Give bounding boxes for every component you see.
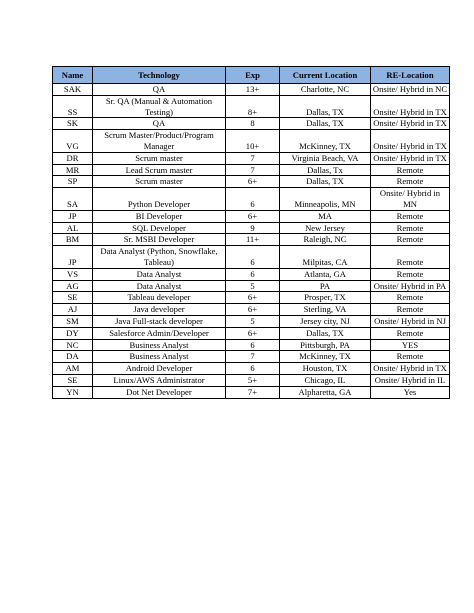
cell-current-location: Raleigh, NC (280, 234, 371, 246)
cell-exp: 6 (226, 339, 280, 351)
cell-name: VG (53, 130, 93, 153)
table-row (53, 351, 450, 363)
cell-relocation: Remote (371, 234, 450, 246)
cell-relocation: Remote (371, 210, 450, 222)
cell-relocation: Remote (371, 327, 450, 339)
table-row (53, 130, 450, 153)
cell-current-location: Charlotte, NC (280, 84, 371, 96)
cell-relocation: Remote (371, 164, 450, 176)
cell-current-location: MA (280, 210, 371, 222)
table-row (53, 95, 450, 118)
cell-exp: 8 (226, 118, 280, 130)
table-row (53, 188, 450, 211)
cell-exp: 6 (226, 246, 280, 269)
cell-current-location: Milpitas, CA (280, 246, 371, 269)
cell-current-location: Sterling, VA (280, 304, 371, 316)
cell-name: DA (53, 351, 93, 363)
cell-technology: BI Developer (93, 210, 226, 222)
cell-technology: SQL Developer (93, 222, 226, 234)
cell-relocation: Remote (371, 246, 450, 269)
cell-name: AG (53, 280, 93, 292)
cell-exp: 11+ (226, 234, 280, 246)
table-row (53, 268, 450, 280)
cell-technology: Java Full-stack developer (93, 315, 226, 327)
cell-exp: 5 (226, 280, 280, 292)
cell-technology: Scrum master (93, 152, 226, 164)
cell-current-location: Dallas, TX (280, 95, 371, 118)
cell-name: JP (53, 210, 93, 222)
table-row (53, 118, 450, 130)
cell-technology: Dot Net Developer (93, 386, 226, 398)
column-header-current-location: Current Location (280, 67, 371, 84)
cell-current-location: PA (280, 280, 371, 292)
column-header-technology: Technology (93, 67, 226, 84)
cell-exp: 6 (226, 268, 280, 280)
candidate-table (52, 66, 450, 399)
cell-relocation: Onsite/ Hybrid in TX (371, 95, 450, 118)
cell-name: AM (53, 363, 93, 375)
cell-relocation: Onsite/ Hybrid in NC (371, 84, 450, 96)
cell-exp: 6+ (226, 210, 280, 222)
cell-relocation: Onsite/ Hybrid in NJ (371, 315, 450, 327)
cell-technology: QA (93, 118, 226, 130)
column-header-relocation: RE-Location (371, 67, 450, 84)
cell-technology: Business Analyst (93, 339, 226, 351)
cell-name: SE (53, 292, 93, 304)
table-row (53, 327, 450, 339)
cell-current-location: Minneapolis, MN (280, 188, 371, 211)
cell-current-location: Dallas, TX (280, 118, 371, 130)
cell-name: SK (53, 118, 93, 130)
cell-name: BM (53, 234, 93, 246)
cell-technology: Data Analyst (Python, Snowflake, Tableau) (93, 246, 226, 269)
cell-name: DY (53, 327, 93, 339)
table-row (53, 246, 450, 269)
cell-name: MR (53, 164, 93, 176)
cell-name: AJ (53, 304, 93, 316)
cell-technology: QA (93, 84, 226, 96)
cell-relocation: Remote (371, 304, 450, 316)
cell-current-location: Jersey city, NJ (280, 315, 371, 327)
table-row (53, 84, 450, 96)
cell-relocation: Remote (371, 292, 450, 304)
cell-name: NC (53, 339, 93, 351)
cell-relocation: Remote (371, 176, 450, 188)
table-row (53, 386, 450, 398)
cell-name: YN (53, 386, 93, 398)
cell-exp: 6+ (226, 327, 280, 339)
cell-technology: Business Analyst (93, 351, 226, 363)
table-row (53, 210, 450, 222)
table-row (53, 164, 450, 176)
cell-exp: 7+ (226, 386, 280, 398)
cell-name: DR (53, 152, 93, 164)
cell-name: SM (53, 315, 93, 327)
cell-relocation: Onsite/ Hybrid in TX (371, 130, 450, 153)
cell-relocation: Onsite/ Hybrid in TX (371, 363, 450, 375)
cell-relocation: Onsite/ Hybrid in TX (371, 118, 450, 130)
cell-relocation: Yes (371, 386, 450, 398)
cell-technology: Python Developer (93, 188, 226, 211)
cell-technology: Scrum master (93, 176, 226, 188)
cell-technology: Salesforce Admin/Developer (93, 327, 226, 339)
cell-name: SP (53, 176, 93, 188)
cell-name: JP (53, 246, 93, 269)
table-row (53, 363, 450, 375)
header-row (53, 67, 450, 84)
cell-relocation: YES (371, 339, 450, 351)
table-row (53, 292, 450, 304)
cell-technology: Tableau developer (93, 292, 226, 304)
cell-technology: Data Analyst (93, 280, 226, 292)
cell-relocation: Onsite/ Hybrid in TX (371, 152, 450, 164)
cell-name: SA (53, 188, 93, 211)
cell-exp: 10+ (226, 130, 280, 153)
cell-technology: Android Developer (93, 363, 226, 375)
cell-technology: Linux/AWS Administrator (93, 374, 226, 386)
table-row (53, 152, 450, 164)
table-row (53, 176, 450, 188)
cell-current-location: McKinney, TX (280, 351, 371, 363)
cell-technology: Scrum Master/Product/Program Manager (93, 130, 226, 153)
cell-name: SS (53, 95, 93, 118)
cell-exp: 6+ (226, 176, 280, 188)
cell-exp: 6+ (226, 292, 280, 304)
table-row (53, 234, 450, 246)
cell-current-location: Pittsburgh, PA (280, 339, 371, 351)
cell-name: VS (53, 268, 93, 280)
cell-exp: 5 (226, 315, 280, 327)
table-row (53, 280, 450, 292)
cell-name: AL (53, 222, 93, 234)
column-header-exp: Exp (226, 67, 280, 84)
cell-current-location: Virginia Beach, VA (280, 152, 371, 164)
cell-current-location: Alpharetta, GA (280, 386, 371, 398)
cell-current-location: Dallas, TX (280, 176, 371, 188)
cell-exp: 7 (226, 164, 280, 176)
cell-current-location: Prosper, TX (280, 292, 371, 304)
cell-current-location: McKinney, TX (280, 130, 371, 153)
table-row (53, 315, 450, 327)
cell-current-location: New Jersey (280, 222, 371, 234)
cell-technology: Lead Scrum master (93, 164, 226, 176)
table-body (53, 84, 450, 399)
cell-technology: Sr. QA (Manual & Automation Testing) (93, 95, 226, 118)
cell-exp: 6 (226, 188, 280, 211)
table-row (53, 222, 450, 234)
cell-technology: Sr. MSBI Developer (93, 234, 226, 246)
cell-relocation: Remote (371, 222, 450, 234)
cell-technology: Java developer (93, 304, 226, 316)
cell-current-location: Chicago, IL (280, 374, 371, 386)
cell-relocation: Remote (371, 268, 450, 280)
cell-technology: Data Analyst (93, 268, 226, 280)
cell-name: SE (53, 374, 93, 386)
cell-exp: 7 (226, 351, 280, 363)
cell-current-location: Houston, TX (280, 363, 371, 375)
cell-relocation: Onsite/ Hybrid in IL (371, 374, 450, 386)
cell-relocation: Onsite/ Hybrid in MN (371, 188, 450, 211)
cell-exp: 9 (226, 222, 280, 234)
cell-relocation: Remote (371, 351, 450, 363)
cell-current-location: Dallas, Tx (280, 164, 371, 176)
cell-current-location: Dallas, TX (280, 327, 371, 339)
table-row (53, 339, 450, 351)
cell-exp: 13+ (226, 84, 280, 96)
table-row (53, 304, 450, 316)
cell-name: SAK (53, 84, 93, 96)
cell-exp: 5+ (226, 374, 280, 386)
cell-exp: 8+ (226, 95, 280, 118)
table-row (53, 374, 450, 386)
cell-current-location: Atlanta, GA (280, 268, 371, 280)
cell-exp: 6 (226, 363, 280, 375)
cell-relocation: Onsite/ Hybrid in PA (371, 280, 450, 292)
cell-exp: 7 (226, 152, 280, 164)
cell-exp: 6+ (226, 304, 280, 316)
column-header-name: Name (53, 67, 93, 84)
